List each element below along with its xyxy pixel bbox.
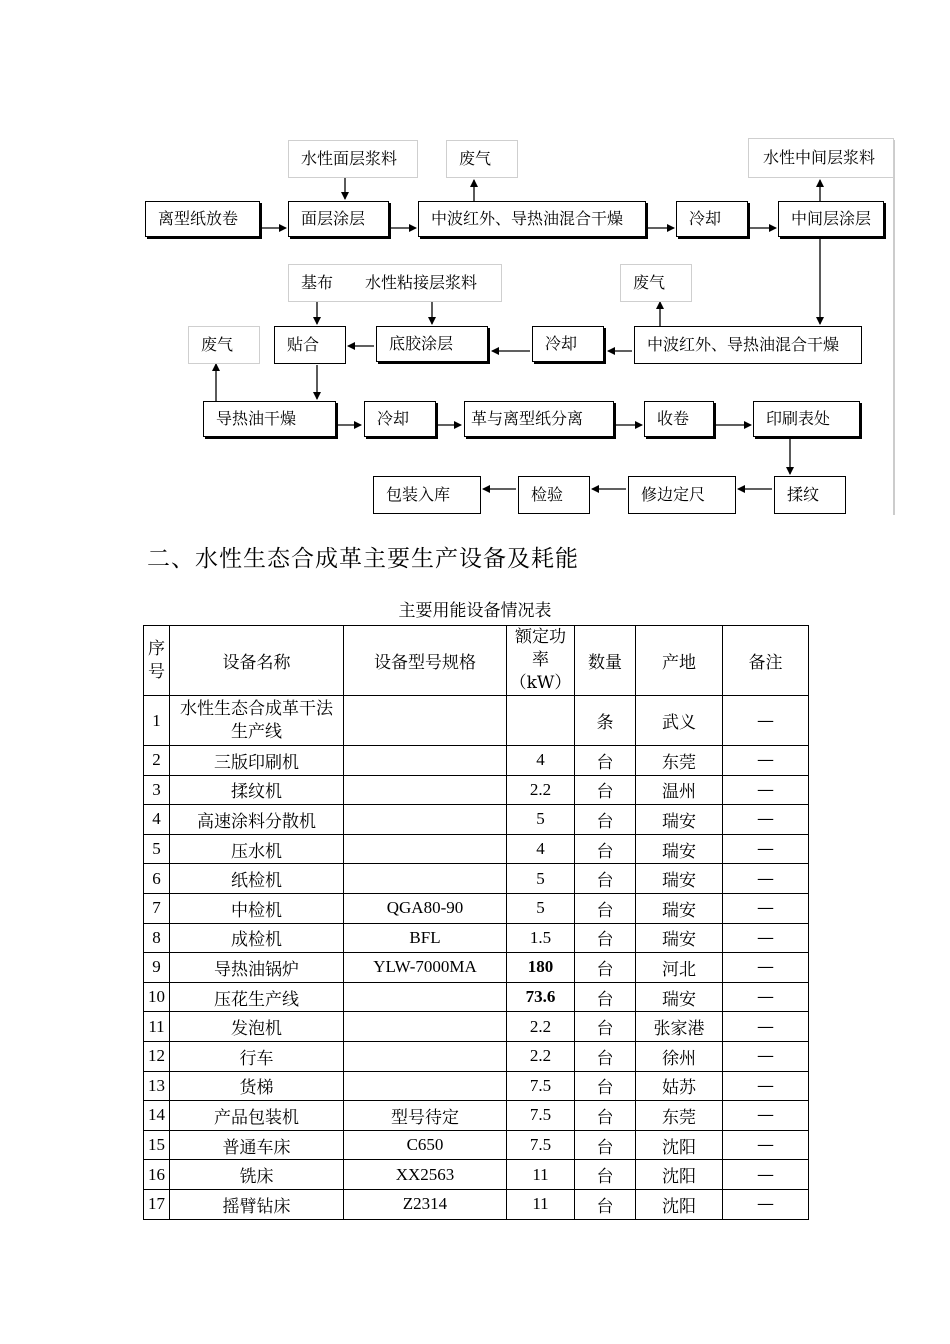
flow-box-cool-2: 冷却 [532,326,604,362]
flow-box-wind-up: 收卷 [644,401,714,437]
cell-remark: — [723,746,809,776]
flow-box-dry-2: 中波红外、导热油混合干燥 [634,326,862,364]
cell-name: 纸检机 [170,864,344,894]
cell-name: 高速涂料分散机 [170,805,344,835]
table-row [144,1012,809,1042]
cell-no: 12 [144,1041,170,1071]
cell-qty: 台 [575,1160,636,1190]
cell-power: 7.5 [507,1071,575,1101]
table-row [144,1189,809,1219]
cell-name: 导热油锅炉 [170,953,344,983]
cell-remark: — [723,805,809,835]
cell-name: 发泡机 [170,1012,344,1042]
flow-box-top-coating: 面层涂层 [288,201,389,237]
cell-remark: — [723,696,809,746]
cell-no: 13 [144,1071,170,1101]
cell-qty: 台 [575,1130,636,1160]
cell-origin: 瑞安 [636,982,723,1012]
cell-power: 1.5 [507,923,575,953]
flow-box-base-adhesive-coating: 底胶涂层 [376,326,488,362]
flow-box-middle-coating: 中间层涂层 [778,201,884,237]
header-name: 设备名称 [170,626,344,696]
cell-name: 中检机 [170,893,344,923]
table-row [144,746,809,776]
cell-power: 5 [507,893,575,923]
cell-no: 15 [144,1130,170,1160]
cell-origin: 东莞 [636,1101,723,1131]
cell-model [344,1071,507,1101]
cell-qty: 台 [575,864,636,894]
section-title: 二、水性生态合成革主要生产设备及耗能 [147,546,579,572]
cell-name: 产品包装机 [170,1101,344,1131]
flow-box-laminate: 贴合 [274,326,346,364]
cell-origin: 瑞安 [636,923,723,953]
cell-name: 水性生态合成革干法生产线 [170,696,344,746]
flow-box-waterborne-middle-slurry: 水性中间层浆料 [748,138,894,178]
cell-name: 成检机 [170,923,344,953]
cell-name: 普通车床 [170,1130,344,1160]
cell-model [344,696,507,746]
header-power: 额定功率（kW） [507,626,575,696]
flow-box-exhaust-1: 废气 [446,140,518,178]
cell-qty: 台 [575,775,636,805]
table-row [144,923,809,953]
table-row [144,864,809,894]
table-row [144,834,809,864]
cell-no: 4 [144,805,170,835]
cell-qty: 台 [575,982,636,1012]
cell-origin: 姑苏 [636,1071,723,1101]
cell-origin: 沈阳 [636,1130,723,1160]
flow-box-separate: 革与离型纸分离 [464,401,614,437]
cell-remark: — [723,1012,809,1042]
cell-power: 4 [507,746,575,776]
cell-power [507,696,575,746]
flow-box-cool-1: 冷却 [676,201,748,237]
flow-box-emboss: 揉纹 [774,476,846,514]
cell-model: 型号待定 [344,1101,507,1131]
header-qty: 数量 [575,626,636,696]
cell-remark: — [723,1071,809,1101]
table-row [144,1101,809,1131]
table-row [144,696,809,746]
cell-no: 14 [144,1101,170,1131]
cell-qty: 台 [575,1012,636,1042]
header-remark: 备注 [723,626,809,696]
cell-no: 17 [144,1189,170,1219]
cell-qty: 台 [575,746,636,776]
cell-remark: — [723,834,809,864]
cell-qty: 台 [575,1189,636,1219]
cell-name: 行车 [170,1041,344,1071]
cell-remark: — [723,923,809,953]
cell-origin: 沈阳 [636,1189,723,1219]
table-row [144,953,809,983]
flow-box-print-surface: 印刷表处 [753,401,860,437]
cell-model [344,864,507,894]
table-row [144,982,809,1012]
cell-no: 2 [144,746,170,776]
cell-remark: — [723,1160,809,1190]
flowchart-connectors [0,0,950,520]
equipment-table [143,625,809,1220]
table-row [144,1041,809,1071]
cell-model: C650 [344,1130,507,1160]
flow-box-oil-dry: 导热油干燥 [203,401,336,437]
cell-model [344,775,507,805]
cell-power: 11 [507,1189,575,1219]
cell-power: 11 [507,1160,575,1190]
cell-qty: 台 [575,893,636,923]
cell-origin: 东莞 [636,746,723,776]
flow-box-exhaust-2: 废气 [620,264,692,302]
flow-box-exhaust-3: 废气 [188,326,260,364]
cell-model: YLW-7000MA [344,953,507,983]
cell-name: 压花生产线 [170,982,344,1012]
cell-qty: 条 [575,696,636,746]
cell-qty: 台 [575,1071,636,1101]
flow-box-base-fabric-adhesive: 基布 水性粘接层浆料 [288,264,502,302]
cell-remark: — [723,982,809,1012]
table-row [144,1130,809,1160]
cell-remark: — [723,1130,809,1160]
cell-model: XX2563 [344,1160,507,1190]
cell-qty: 台 [575,1041,636,1071]
cell-power: 180 [507,953,575,983]
cell-model [344,982,507,1012]
cell-model [344,1041,507,1071]
cell-name: 摇臂钻床 [170,1189,344,1219]
cell-power: 5 [507,864,575,894]
cell-power: 5 [507,805,575,835]
table-row [144,805,809,835]
cell-qty: 台 [575,805,636,835]
cell-remark: — [723,953,809,983]
cell-no: 16 [144,1160,170,1190]
cell-power: 4 [507,834,575,864]
cell-remark: — [723,1041,809,1071]
flow-box-waterborne-top-slurry: 水性面层浆料 [288,140,418,178]
cell-origin: 瑞安 [636,864,723,894]
cell-qty: 台 [575,1101,636,1131]
header-model: 设备型号规格 [344,626,507,696]
cell-model: QGA80-90 [344,893,507,923]
cell-model [344,746,507,776]
cell-origin: 沈阳 [636,1160,723,1190]
cell-name: 揉纹机 [170,775,344,805]
cell-origin: 河北 [636,953,723,983]
cell-no: 3 [144,775,170,805]
table-row [144,893,809,923]
cell-origin: 瑞安 [636,834,723,864]
cell-model: Z2314 [344,1189,507,1219]
cell-remark: — [723,893,809,923]
cell-power: 7.5 [507,1130,575,1160]
cell-power: 73.6 [507,982,575,1012]
cell-power: 2.2 [507,775,575,805]
cell-origin: 武义 [636,696,723,746]
cell-remark: — [723,1101,809,1131]
cell-origin: 徐州 [636,1041,723,1071]
cell-no: 11 [144,1012,170,1042]
cell-qty: 台 [575,953,636,983]
cell-no: 9 [144,953,170,983]
cell-name: 货梯 [170,1071,344,1101]
table-row [144,775,809,805]
cell-name: 三版印刷机 [170,746,344,776]
cell-no: 10 [144,982,170,1012]
cell-origin: 瑞安 [636,893,723,923]
cell-no: 8 [144,923,170,953]
table-header-row [144,626,809,696]
flow-box-trim: 修边定尺 [628,476,736,514]
table-row [144,1071,809,1101]
cell-qty: 台 [575,834,636,864]
table-caption: 主要用能设备情况表 [398,601,552,621]
cell-no: 6 [144,864,170,894]
flow-box-cool-3: 冷却 [364,401,436,437]
header-no: 序号 [144,626,170,696]
cell-qty: 台 [575,923,636,953]
cell-origin: 张家港 [636,1012,723,1042]
cell-remark: — [723,864,809,894]
cell-remark: — [723,1189,809,1219]
cell-no: 7 [144,893,170,923]
cell-power: 2.2 [507,1041,575,1071]
cell-model: BFL [344,923,507,953]
table-row [144,1160,809,1190]
flow-box-inspect: 检验 [518,476,590,514]
flow-box-dry-1: 中波红外、导热油混合干燥 [418,201,646,237]
cell-model [344,834,507,864]
cell-no: 1 [144,696,170,746]
cell-no: 5 [144,834,170,864]
cell-name: 铣床 [170,1160,344,1190]
cell-power: 7.5 [507,1101,575,1131]
flow-box-package-store: 包装入库 [373,476,481,514]
cell-remark: — [723,775,809,805]
cell-power: 2.2 [507,1012,575,1042]
flow-box-release-paper-unwind: 离型纸放卷 [145,201,260,237]
cell-name: 压水机 [170,834,344,864]
cell-model [344,805,507,835]
cell-origin: 瑞安 [636,805,723,835]
cell-origin: 温州 [636,775,723,805]
cell-model [344,1012,507,1042]
header-origin: 产地 [636,626,723,696]
